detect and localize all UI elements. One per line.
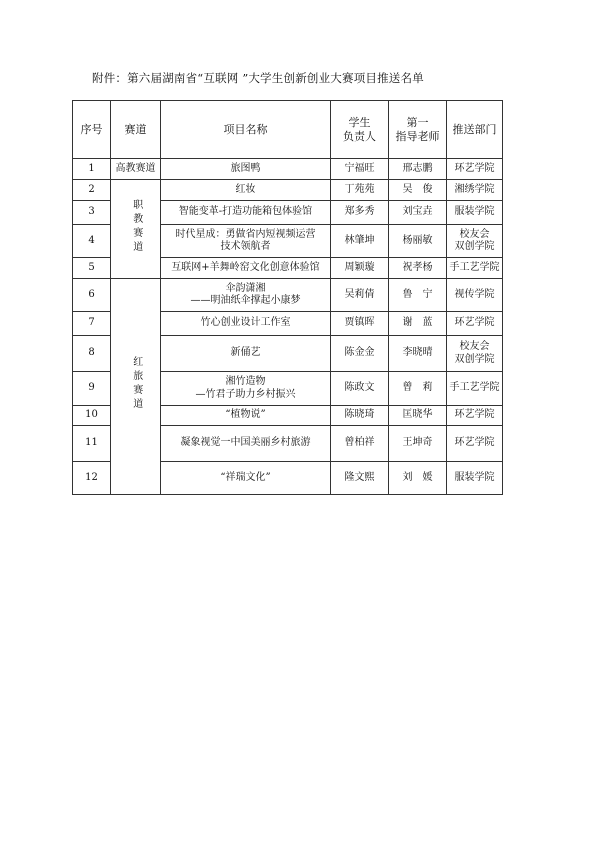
row-project: 互联网+羊舞岭窑文化创意体验馆 <box>161 258 331 279</box>
row-project: 红妆 <box>161 180 331 201</box>
row-advisor: 刘 媛 <box>389 462 447 495</box>
track-vocational: 职教赛道 <box>130 198 142 255</box>
row-project: 智能变革-打造功能箱包体验馆 <box>161 201 331 225</box>
row-no: 3 <box>73 201 111 225</box>
header-advisor: 第一 指导老师 <box>389 101 447 159</box>
row-advisor: 曾 莉 <box>389 372 447 406</box>
row-no: 6 <box>73 279 111 312</box>
row-no: 11 <box>73 426 111 462</box>
row-leader: 周颖璇 <box>331 258 389 279</box>
row-advisor: 李晓晴 <box>389 336 447 372</box>
row-dept: 视传学院 <box>447 279 503 312</box>
row-leader: 郑多秀 <box>331 201 389 225</box>
row-no: 5 <box>73 258 111 279</box>
row-no: 7 <box>73 312 111 336</box>
row-leader: 林肇坤 <box>331 225 389 258</box>
row-no: 1 <box>73 159 111 180</box>
row-leader: 陈政文 <box>331 372 389 406</box>
row-dept: 校友会 双创学院 <box>447 336 503 372</box>
row-leader: 宁福旺 <box>331 159 389 180</box>
row-dept: 校友会 双创学院 <box>447 225 503 258</box>
row-project: 旅图鸭 <box>161 159 331 180</box>
row-advisor: 王坤奇 <box>389 426 447 462</box>
row-leader: 曾柏祥 <box>331 426 389 462</box>
row-advisor: 谢 蓝 <box>389 312 447 336</box>
row-project: “植物说” <box>161 406 331 426</box>
project-roster-table <box>72 100 503 495</box>
table-row <box>73 180 503 201</box>
row-dept: 环艺学院 <box>447 406 503 426</box>
row-advisor: 鲁 宁 <box>389 279 447 312</box>
row-advisor: 邢志鹏 <box>389 159 447 180</box>
row-leader: 陈金金 <box>331 336 389 372</box>
row-project: 湘竹造物 —竹君子助力乡村振兴 <box>161 372 331 406</box>
track-higher: 高教赛道 <box>111 159 161 180</box>
document-title: 附件：第六届湖南省“互联网 ”大学生创新创业大赛项目推送名单 <box>92 71 424 85</box>
table-row <box>73 279 503 312</box>
row-leader: 隆文熙 <box>331 462 389 495</box>
row-advisor: 匡晓华 <box>389 406 447 426</box>
row-advisor: 刘宝垚 <box>389 201 447 225</box>
row-leader: 贾镇晖 <box>331 312 389 336</box>
row-dept: 环艺学院 <box>447 159 503 180</box>
row-advisor: 祝孝杨 <box>389 258 447 279</box>
row-no: 4 <box>73 225 111 258</box>
row-advisor: 吴 俊 <box>389 180 447 201</box>
row-no: 2 <box>73 180 111 201</box>
header-project: 项目名称 <box>161 101 331 159</box>
row-dept: 手工艺学院 <box>447 372 503 406</box>
row-dept: 服装学院 <box>447 201 503 225</box>
row-dept: 手工艺学院 <box>447 258 503 279</box>
row-dept: 湘绣学院 <box>447 180 503 201</box>
row-leader: 吴莉倩 <box>331 279 389 312</box>
table-row <box>73 159 503 180</box>
row-leader: 陈晓琦 <box>331 406 389 426</box>
row-project: 凝象视觉一中国美丽乡村旅游 <box>161 426 331 462</box>
track-red: 红旅赛道 <box>130 356 142 413</box>
row-project: 伞韵潇湘 ——明油纸伞撑起小康梦 <box>161 279 331 312</box>
row-no: 8 <box>73 336 111 372</box>
row-no: 9 <box>73 372 111 406</box>
row-leader: 丁苑苑 <box>331 180 389 201</box>
header-no: 序号 <box>73 101 111 159</box>
row-project: 新俑艺 <box>161 336 331 372</box>
row-project: 竹心创业设计工作室 <box>161 312 331 336</box>
row-dept: 环艺学院 <box>447 426 503 462</box>
row-dept: 环艺学院 <box>447 312 503 336</box>
header-leader: 学生 负责人 <box>331 101 389 159</box>
header-track: 赛道 <box>111 101 161 159</box>
row-project: “祥瑞文化” <box>161 462 331 495</box>
header-dept: 推送部门 <box>447 101 503 159</box>
row-no: 12 <box>73 462 111 495</box>
track-vocational-cell <box>111 180 161 279</box>
row-project: 时代星成：勇做省内短视频运营 技术领航者 <box>161 225 331 258</box>
table-header-row <box>73 101 503 159</box>
row-advisor: 杨丽敏 <box>389 225 447 258</box>
row-dept: 服装学院 <box>447 462 503 495</box>
row-no: 10 <box>73 406 111 426</box>
track-red-cell <box>111 279 161 495</box>
